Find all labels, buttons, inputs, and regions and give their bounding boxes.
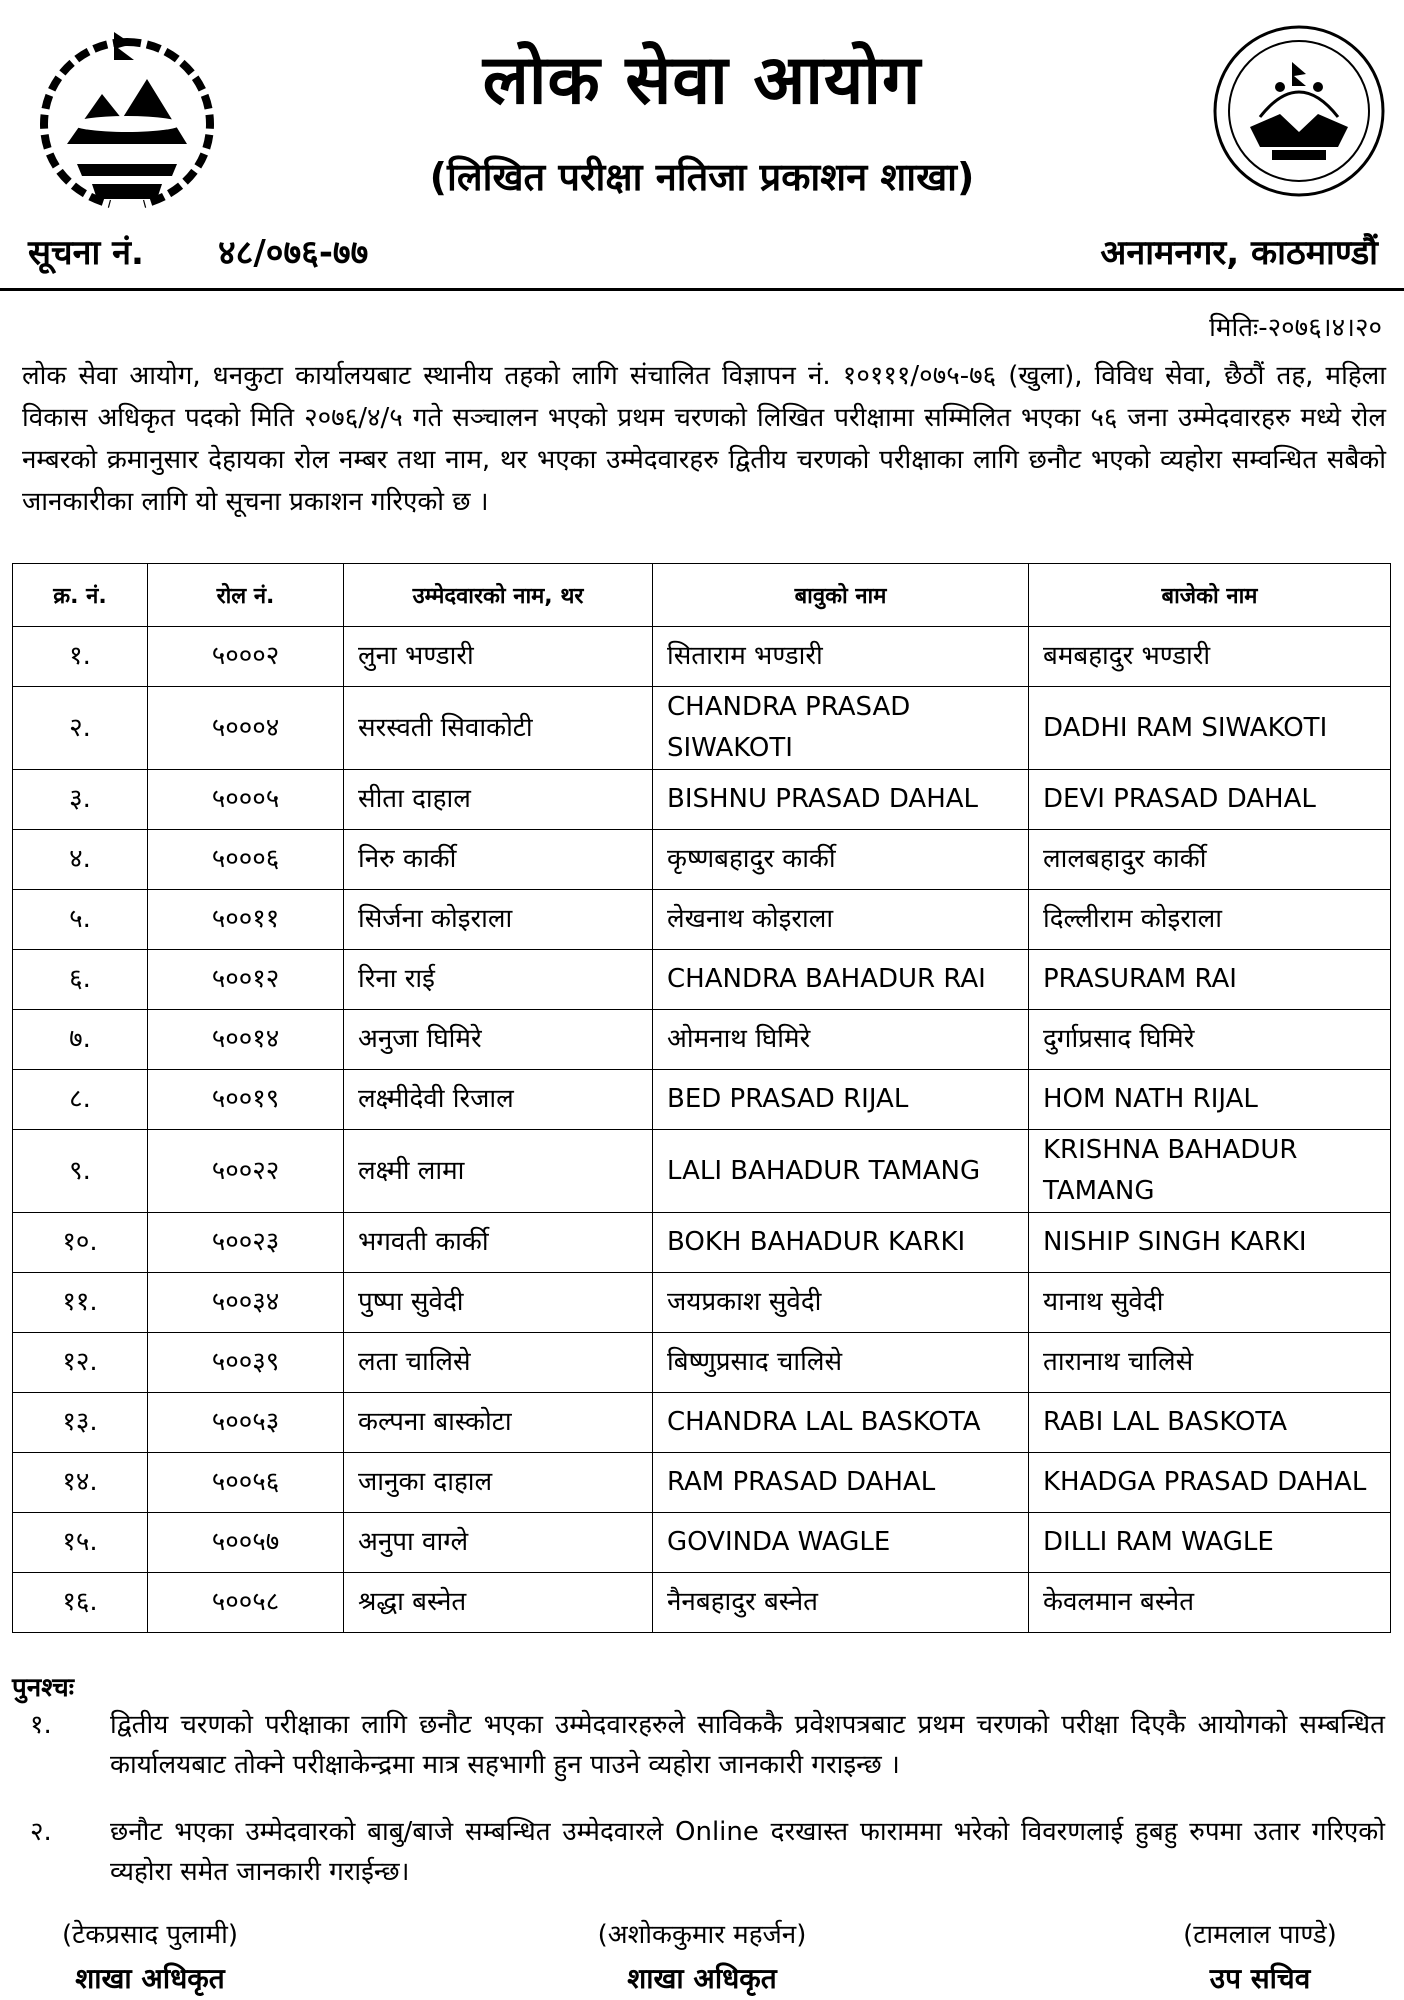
postscript-number: २. bbox=[30, 1817, 52, 1847]
header-roll: रोल नं. bbox=[148, 564, 344, 627]
signatory-name: (टामलाल पाण्डे) bbox=[1183, 1920, 1337, 1950]
signatory-role: उप सचिव bbox=[1209, 1962, 1311, 1995]
signatory-3 bbox=[1110, 1915, 1404, 1997]
serial-cell: १. bbox=[13, 627, 148, 687]
signatory-role: शाखा अधिकृत bbox=[75, 1962, 225, 1995]
table-row bbox=[13, 1213, 1391, 1273]
serial-cell: ४. bbox=[13, 830, 148, 890]
father-cell: नैनबहादुर बस्नेत bbox=[653, 1573, 1029, 1633]
roll-cell: ५००३४ bbox=[148, 1273, 344, 1333]
candidate-cell: लता चालिसे bbox=[344, 1333, 653, 1393]
grandfather-cell: DADHI RAM SIWAKOTI bbox=[1029, 687, 1391, 770]
father-cell: जयप्रकाश सुवेदी bbox=[653, 1273, 1029, 1333]
roll-cell: ५००१४ bbox=[148, 1010, 344, 1070]
candidate-cell: सिर्जना कोइराला bbox=[344, 890, 653, 950]
serial-cell: ६. bbox=[13, 950, 148, 1010]
signatory-role: शाखा अधिकृत bbox=[627, 1962, 777, 1995]
father-cell: CHANDRA BAHADUR RAI bbox=[653, 950, 1029, 1010]
serial-cell: १३. bbox=[13, 1393, 148, 1453]
serial-cell: १५. bbox=[13, 1513, 148, 1573]
grandfather-cell: NISHIP SINGH KARKI bbox=[1029, 1213, 1391, 1273]
candidate-cell: लक्ष्मी लामा bbox=[344, 1130, 653, 1213]
roll-cell: ५००११ bbox=[148, 890, 344, 950]
roll-cell: ५०००६ bbox=[148, 830, 344, 890]
serial-cell: ११. bbox=[13, 1273, 148, 1333]
notice-number: ४८/०७६-७७ bbox=[218, 233, 369, 273]
postscript-number: १. bbox=[30, 1710, 52, 1740]
grandfather-cell: यानाथ सुवेदी bbox=[1029, 1273, 1391, 1333]
father-cell: GOVINDA WAGLE bbox=[653, 1513, 1029, 1573]
table-row bbox=[13, 1333, 1391, 1393]
serial-cell: ३. bbox=[13, 770, 148, 830]
candidate-cell: निरु कार्की bbox=[344, 830, 653, 890]
header-father: बावुको नाम bbox=[653, 564, 1029, 627]
table-row bbox=[13, 830, 1391, 890]
header-candidate: उम्मेदवारको नाम, थर bbox=[344, 564, 653, 627]
candidate-cell: जानुका दाहाल bbox=[344, 1453, 653, 1513]
serial-cell: १६. bbox=[13, 1573, 148, 1633]
signatory-1 bbox=[0, 1915, 300, 1997]
table-row bbox=[13, 687, 1391, 770]
candidate-cell: पुष्पा सुवेदी bbox=[344, 1273, 653, 1333]
grandfather-cell: दुर्गाप्रसाद घिमिरे bbox=[1029, 1010, 1391, 1070]
table-row bbox=[13, 890, 1391, 950]
father-cell: कृष्णबहादुर कार्की bbox=[653, 830, 1029, 890]
candidate-cell: भगवती कार्की bbox=[344, 1213, 653, 1273]
notice-line bbox=[28, 228, 1388, 276]
header-serial: क्र. नं. bbox=[13, 564, 148, 627]
candidate-cell: रिना राई bbox=[344, 950, 653, 1010]
roll-cell: ५०००४ bbox=[148, 687, 344, 770]
page-subtitle: (लिखित परीक्षा नतिजा प्रकाशन शाखा) bbox=[429, 155, 975, 199]
notice-date: मितिः-२०७६।४।२० bbox=[1209, 313, 1382, 343]
roll-cell: ५०००५ bbox=[148, 770, 344, 830]
table-row bbox=[13, 950, 1391, 1010]
postscript-item bbox=[30, 1705, 1390, 1787]
grandfather-cell: DILLI RAM WAGLE bbox=[1029, 1513, 1391, 1573]
grandfather-cell: बमबहादुर भण्डारी bbox=[1029, 627, 1391, 687]
signatory-name: (अशोककुमार महर्जन) bbox=[597, 1920, 807, 1950]
father-cell: सिताराम भण्डारी bbox=[653, 627, 1029, 687]
candidate-cell: सीता दाहाल bbox=[344, 770, 653, 830]
roll-cell: ५०००२ bbox=[148, 627, 344, 687]
father-cell: CHANDRA PRASAD SIWAKOTI bbox=[653, 687, 1029, 770]
grandfather-cell: लालबहादुर कार्की bbox=[1029, 830, 1391, 890]
table-row bbox=[13, 1573, 1391, 1633]
results-table bbox=[12, 563, 1391, 1633]
father-cell: BED PRASAD RIJAL bbox=[653, 1070, 1029, 1130]
roll-cell: ५००५८ bbox=[148, 1573, 344, 1633]
roll-cell: ५००१२ bbox=[148, 950, 344, 1010]
grandfather-cell: DEVI PRASAD DAHAL bbox=[1029, 770, 1391, 830]
table-row bbox=[13, 1453, 1391, 1513]
serial-cell: २. bbox=[13, 687, 148, 770]
father-cell: RAM PRASAD DAHAL bbox=[653, 1453, 1029, 1513]
candidate-cell: कल्पना बास्कोटा bbox=[344, 1393, 653, 1453]
grandfather-cell: केवलमान बस्नेत bbox=[1029, 1573, 1391, 1633]
father-cell: LALI BAHADUR TAMANG bbox=[653, 1130, 1029, 1213]
roll-cell: ५००५७ bbox=[148, 1513, 344, 1573]
roll-cell: ५००३९ bbox=[148, 1333, 344, 1393]
header-divider bbox=[0, 288, 1404, 291]
father-cell: लेखनाथ कोइराला bbox=[653, 890, 1029, 950]
table-row bbox=[13, 1273, 1391, 1333]
grandfather-cell: KHADGA PRASAD DAHAL bbox=[1029, 1453, 1391, 1513]
father-cell: CHANDRA LAL BASKOTA bbox=[653, 1393, 1029, 1453]
grandfather-cell: PRASURAM RAI bbox=[1029, 950, 1391, 1010]
header-grandfather: बाजेको नाम bbox=[1029, 564, 1391, 627]
candidate-cell: अनुपा वाग्ले bbox=[344, 1513, 653, 1573]
father-cell: BISHNU PRASAD DAHAL bbox=[653, 770, 1029, 830]
signatory-name: (टेकप्रसाद पुलामी) bbox=[62, 1920, 238, 1950]
table-row bbox=[13, 1130, 1391, 1213]
candidate-cell: लक्ष्मीदेवी रिजाल bbox=[344, 1070, 653, 1130]
table-row bbox=[13, 770, 1391, 830]
grandfather-cell: दिल्लीराम कोइराला bbox=[1029, 890, 1391, 950]
table-row bbox=[13, 1070, 1391, 1130]
table-row bbox=[13, 627, 1391, 687]
postscript-text: द्वितीय चरणको परीक्षाका लागि छनौट भएका उम्मेदवारहरुले साविककै प्रवेशपत्रबाट प्रथम चरणको परीक्षा दिएकै आयोगको सम्बन्धित कार्यालयबाट तोक्ने परीक्षाकेन्द्रमा मात्र सहभागी हुन पाउने व्यहोरा जानकारी गराइन्छ । bbox=[110, 1710, 1385, 1780]
postscript-item bbox=[30, 1812, 1390, 1894]
table-row bbox=[13, 1393, 1391, 1453]
father-cell: बिष्णुप्रसाद चालिसे bbox=[653, 1333, 1029, 1393]
candidate-cell: अनुजा घिमिरे bbox=[344, 1010, 653, 1070]
serial-cell: १४. bbox=[13, 1453, 148, 1513]
grandfather-cell: KRISHNA BAHADUR TAMANG bbox=[1029, 1130, 1391, 1213]
page-header bbox=[0, 0, 1404, 230]
candidate-cell: श्रद्धा बस्नेत bbox=[344, 1573, 653, 1633]
roll-cell: ५००२२ bbox=[148, 1130, 344, 1213]
serial-cell: ५. bbox=[13, 890, 148, 950]
roll-cell: ५००५३ bbox=[148, 1393, 344, 1453]
grandfather-cell: RABI LAL BASKOTA bbox=[1029, 1393, 1391, 1453]
grandfather-cell: HOM NATH RIJAL bbox=[1029, 1070, 1391, 1130]
psc-seal-icon bbox=[1210, 22, 1388, 200]
table-header-row bbox=[13, 564, 1391, 627]
notice-location: अनामनगर, काठमाण्डौं bbox=[1100, 233, 1378, 273]
grandfather-cell: तारानाथ चालिसे bbox=[1029, 1333, 1391, 1393]
roll-cell: ५००२३ bbox=[148, 1213, 344, 1273]
signatory-2 bbox=[552, 1915, 852, 1997]
roll-cell: ५००१९ bbox=[148, 1070, 344, 1130]
serial-cell: ९. bbox=[13, 1130, 148, 1213]
candidate-cell: लुना भण्डारी bbox=[344, 627, 653, 687]
serial-cell: १२. bbox=[13, 1333, 148, 1393]
father-cell: BOKH BAHADUR KARKI bbox=[653, 1213, 1029, 1273]
postscript-title: पुनश्चः bbox=[12, 1673, 75, 1703]
table-row bbox=[13, 1513, 1391, 1573]
notice-label: सूचना नं. bbox=[28, 233, 144, 273]
roll-cell: ५००५६ bbox=[148, 1453, 344, 1513]
postscript-text: छनौट भएका उम्मेदवारको बाबु/बाजे सम्बन्धित उम्मेदवारले Online दरखास्त फाराममा भरेको विवरणलाई हुबहु रुपमा उतार गरिएको व्यहोरा समेत जानकारी गराईन्छ। bbox=[110, 1817, 1385, 1887]
notice-paragraph: लोक सेवा आयोग, धनकुटा कार्यालयबाट स्थानीय तहको लागि संचालित विज्ञापन नं. १०१११/०७५-७६ (खुला), विविध सेवा, छैठौं तह, महिला विकास अधिकृत पदको मिति २०७६/४/५ गते सञ्चालन भएको प्रथम चरणको लिखित परीक्षामा सम्मिलित भएका ५६ जना उम्मेदवारहरु मध्ये रोल नम्बरको क्रमानुसार देहायका रोल नम्बर तथा नाम, थर भएका उम्मेदवारहरु द्वितीय चरणको परीक्षाका लागि छनौट भएको व्यहोरा सम्वन्धित सबैको जानकारीका लागि यो सूचना प्रकाशन गरिएको छ । bbox=[22, 361, 1386, 517]
page-title: लोक सेवा आयोग bbox=[482, 41, 922, 120]
father-cell: ओमनाथ घिमिरे bbox=[653, 1010, 1029, 1070]
table-row bbox=[13, 1010, 1391, 1070]
serial-cell: ७. bbox=[13, 1010, 148, 1070]
candidate-cell: सरस्वती सिवाकोटी bbox=[344, 687, 653, 770]
serial-cell: १०. bbox=[13, 1213, 148, 1273]
serial-cell: ८. bbox=[13, 1070, 148, 1130]
